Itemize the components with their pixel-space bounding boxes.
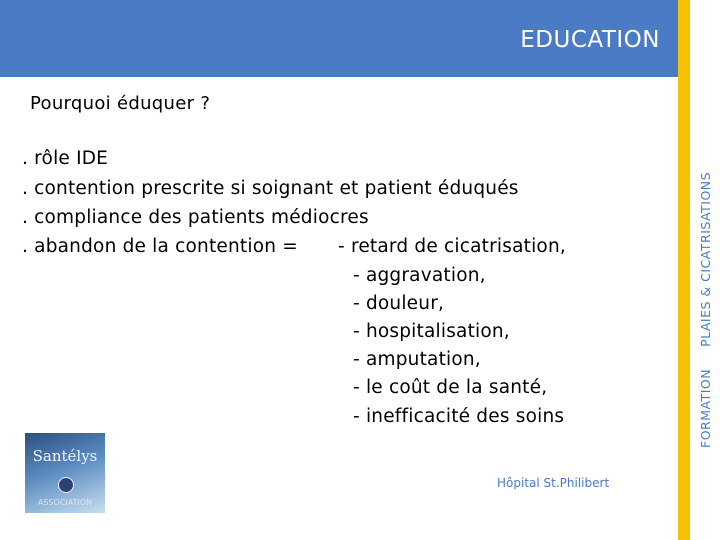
slide-subtitle: Pourquoi éduquer ? [30, 93, 211, 114]
footer-hospital: Hôpital St.Philibert [497, 476, 610, 490]
santelys-logo [25, 433, 105, 513]
side-label-plaies: PLAIES & CICATRISATIONS [698, 171, 713, 347]
header-bar [0, 0, 678, 77]
consequence-item: - douleur, [353, 293, 445, 314]
consequence-item: - aggravation, [353, 265, 486, 286]
consequence-item: - hospitalisation, [353, 321, 510, 342]
bullet-item: . rôle IDE [22, 148, 109, 169]
bullet-item: . contention prescrite si soignant et patient éduqués [22, 178, 519, 199]
consequence-item: - inefficacité des soins [353, 406, 565, 427]
logo-emblem-icon [58, 477, 74, 493]
consequence-item: - le coût de la santé, [353, 377, 548, 398]
bullet-item: . compliance des patients médiocres [22, 207, 369, 228]
bullet-item: . abandon de la contention = [22, 236, 298, 257]
logo-sub: ASSOCIATION [37, 498, 93, 507]
slide-title: EDUCATION [520, 27, 660, 53]
logo-name: Santélys [32, 447, 98, 465]
side-label [698, 128, 713, 448]
consequence-item: - amputation, [353, 349, 481, 370]
consequence-item: - retard de cicatrisation, [338, 236, 566, 257]
side-label-formation: FORMATION [698, 368, 713, 448]
